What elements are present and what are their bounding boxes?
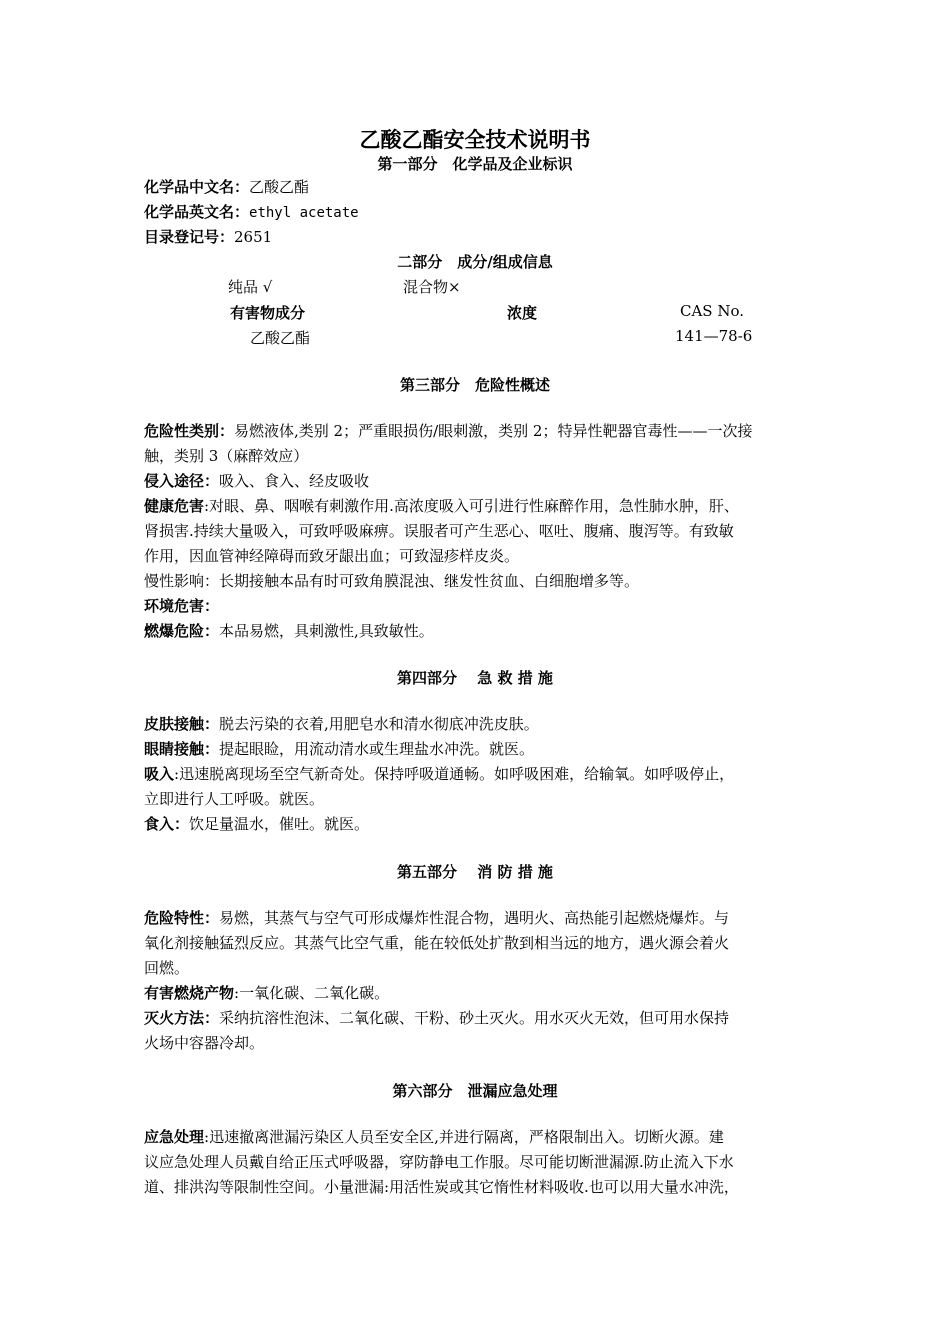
hazard-class-paragraph <box>144 419 824 469</box>
section-heading-part1: 第一部分 化学品及企业标识 <box>377 155 573 173</box>
ingest-row <box>144 812 369 837</box>
products-value: :一氧化碳、二氧化碳。 <box>234 984 390 1002</box>
col-header-component: 有害物成分 <box>230 304 306 322</box>
col-header-concentration: 浓度 <box>507 304 538 322</box>
inhale-text-1: :迅速脱离现场至空气新奇处。保持呼吸道通畅。如呼吸困难，给输氧。如呼吸停止， <box>174 765 735 783</box>
emergency-text-3: 道、排洪沟等限制性空间。小量泄漏:用活性炭或其它惰性材料吸收.也可以用大量水冲洗， <box>144 1178 739 1196</box>
cn-name-label: 化学品中文名： <box>144 178 250 196</box>
row-component: 乙酸乙酯 <box>250 329 311 347</box>
mixture-label: 混合物× <box>403 278 461 296</box>
cn-name-row <box>144 175 309 200</box>
extinguish-paragraph <box>144 1006 824 1056</box>
ingest-value: 饮足量温水，催吐。就医。 <box>189 815 370 833</box>
eye-row <box>144 737 534 762</box>
en-name-value: ethyl acetate <box>249 205 359 221</box>
en-name-label: 化学品英文名： <box>144 203 250 221</box>
inhale-text-2: 立即进行人工呼吸。就医。 <box>144 790 325 808</box>
document-title: 乙酸乙酯安全技术说明书 <box>359 127 591 152</box>
cn-name-value: 乙酸乙酯 <box>249 178 310 196</box>
danger-text-2: 氧化剂接触猛烈反应。其蒸气比空气重，能在较低处扩散到相当远的地方，遇火源会着火 <box>144 934 730 952</box>
emergency-label: 应急处理 <box>144 1128 205 1146</box>
inhale-label: 吸入 <box>144 765 175 783</box>
fire-row <box>144 619 434 644</box>
health-text-3: 作用，因血管神经障碍而致牙龈出血；可致湿疹样皮炎。 <box>144 547 520 565</box>
danger-text-3: 回燃。 <box>144 959 190 977</box>
extinguish-label: 灭火方法： <box>144 1009 220 1027</box>
eye-value: 提起眼睑，用流动清水或生理盐水冲洗。就医。 <box>219 740 535 758</box>
reg-value: 2651 <box>234 228 273 246</box>
health-label: 健康危害 <box>144 497 205 515</box>
inhale-paragraph <box>144 762 824 812</box>
hazard-class-text-1: 易燃液体,类别 2；严重眼损伤/眼刺激，类别 2；特异性靶器官毒性——一次接 <box>234 422 753 440</box>
danger-text-1: 易燃，其蒸气与空气可形成爆炸性混合物，遇明火、高热能引起燃烧爆炸。与 <box>219 909 730 927</box>
section-heading-part6: 第六部分 泄漏应急处理 <box>392 1082 558 1100</box>
ingest-label: 食入： <box>144 815 190 833</box>
section-heading-part2: 二部分 成分/组成信息 <box>397 253 553 271</box>
health-paragraph <box>144 494 824 569</box>
products-label: 有害燃烧产物 <box>144 984 235 1002</box>
col-header-cas: CAS No. <box>680 302 745 320</box>
hazard-class-label: 危险性类别： <box>144 422 235 440</box>
skin-row <box>144 712 539 737</box>
section-heading-part5: 第五部分 消 防 措 施 <box>397 863 553 881</box>
section-heading-part3: 第三部分 危险性概述 <box>399 376 550 394</box>
section-heading-part4: 第四部分 急 救 措 施 <box>397 669 553 687</box>
products-row <box>144 981 389 1006</box>
health-text-2: 肾损害.持续大量吸入，可致呼吸麻痹。误服者可产生恶心、呕吐、腹痛、腹泻等。有致敏 <box>144 522 734 540</box>
route-label: 侵入途径： <box>144 472 220 490</box>
route-row <box>144 469 369 494</box>
hazard-class-text-2: 触，类别 3（麻醉效应） <box>144 447 309 465</box>
pure-label: 纯品 √ <box>228 278 273 296</box>
reg-label: 目录登记号： <box>144 228 235 246</box>
route-value: 吸入、食入、经皮吸收 <box>219 472 370 490</box>
extinguish-text-2: 火场中容器冷却。 <box>144 1034 265 1052</box>
health-text-1: :对眼、鼻、咽喉有刺激作用.高浓度吸入可引进行性麻醉作用，急性肺水肿，肝、 <box>204 497 739 515</box>
env-label: 环境危害： <box>144 597 220 615</box>
row-cas: 141—78-6 <box>675 327 753 345</box>
fire-label: 燃爆危险： <box>144 622 220 640</box>
emergency-paragraph <box>144 1125 824 1200</box>
reg-row <box>144 225 272 250</box>
env-row <box>144 594 219 619</box>
chronic-row: 慢性影响：长期接触本品有时可致角膜混浊、继发性贫血、白细胞增多等。 <box>144 572 640 590</box>
emergency-text-1: :迅速撤离泄漏污染区人员至安全区,并进行隔离，严格限制出入。切断火源。建 <box>204 1128 724 1146</box>
fire-value: 本品易燃，具刺激性,具致敏性。 <box>219 622 434 640</box>
extinguish-text-1: 采纳抗溶性泡沫、二氧化碳、干粉、砂土灭火。用水灭火无效，但可用水保持 <box>219 1009 730 1027</box>
eye-label: 眼睛接触： <box>144 740 220 758</box>
emergency-text-2: 议应急处理人员戴自给正压式呼吸器，穿防静电工作服。尽可能切断泄漏源.防止流入下水 <box>144 1153 734 1171</box>
en-name-row <box>144 200 359 226</box>
danger-label: 危险特性： <box>144 909 220 927</box>
skin-value: 脱去污染的衣着,用肥皂水和清水彻底冲洗皮肤。 <box>219 715 539 733</box>
danger-paragraph <box>144 906 824 981</box>
skin-label: 皮肤接触： <box>144 715 220 733</box>
